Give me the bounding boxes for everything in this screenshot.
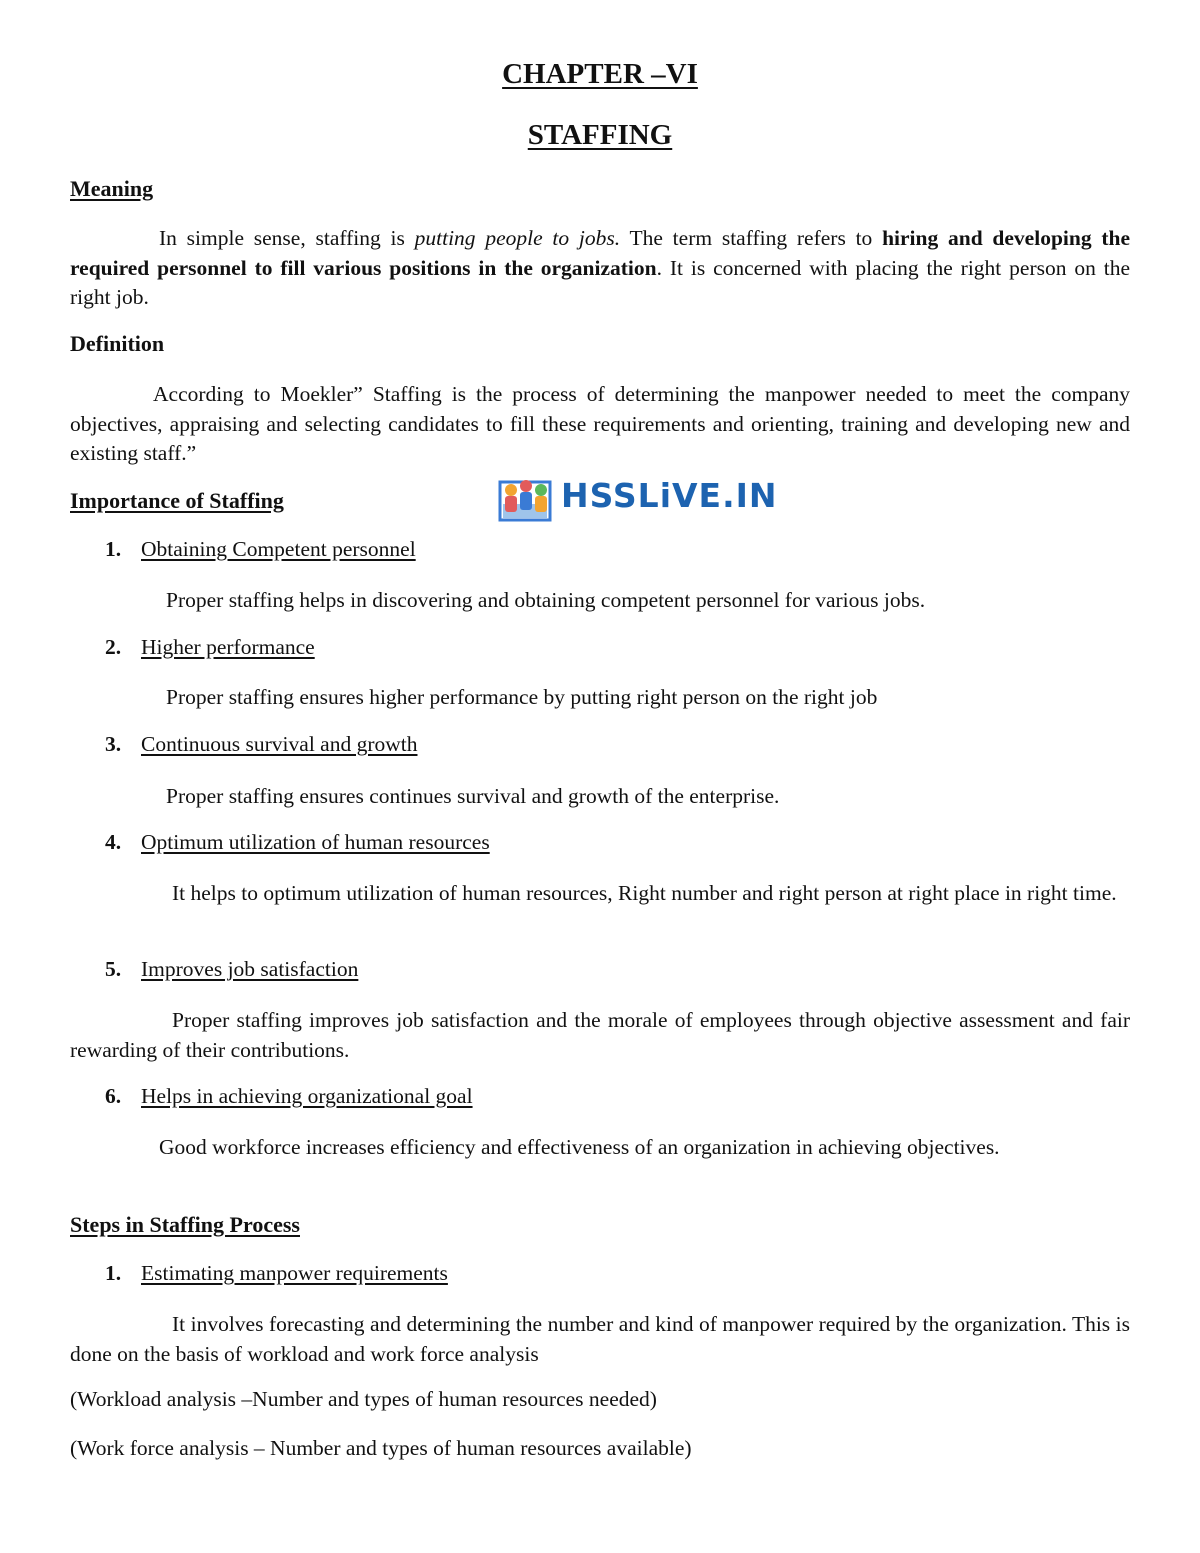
importance-item-title: 3. Continuous survival and growth <box>105 732 418 756</box>
importance-item-text: Proper staffing ensures continues survival and growth of the enterprise. <box>166 784 780 808</box>
meaning-text-3: . It is concerned with placing the right person on the right job. <box>70 255 1130 309</box>
steps-item-text: It involves forecasting and determining the number and kind of manpower required by the organization. This is done on the basis of workload and work force analysis <box>70 1312 1130 1366</box>
importance-item-text: Proper staffing helps in discovering and obtaining competent personnel for various jobs. <box>166 588 926 612</box>
meaning-text-2: The term staffing refers to <box>620 226 883 250</box>
importance-item-title: 1. Obtaining Competent personnel <box>105 537 416 561</box>
watermark-logo-text: HSSLiVE.IN <box>561 476 778 515</box>
importance-item-text: It helps to optimum utilization of human resources, Right number and right person at right place in right time. <box>172 881 1117 905</box>
importance-item-title: 6. Helps in achieving organizational goal <box>105 1084 473 1108</box>
hsslive-watermark-logo <box>497 474 778 524</box>
importance-heading: Importance of Staffing <box>70 488 284 513</box>
importance-item-text: Proper staffing improves job satisfaction and the morale of employees through objective assessment and fair rewarding of their contributions. <box>70 1008 1130 1062</box>
meaning-bold: hiring and developing the required personnel to fill various positions in the organization <box>70 226 1131 280</box>
importance-item-title: 2. Higher performance <box>105 635 315 659</box>
importance-item-text: Good workforce increases efficiency and effectiveness of an organization in achieving objectives. <box>159 1135 1000 1159</box>
chapter-title: CHAPTER –VI <box>502 58 698 90</box>
importance-item-title: 4. Optimum utilization of human resources <box>105 830 490 854</box>
workload-analysis-note: (Workload analysis –Number and types of human resources needed) <box>70 1387 657 1411</box>
steps-heading: Steps in Staffing Process <box>70 1212 300 1237</box>
importance-item-title: 5. Improves job satisfaction <box>105 957 359 981</box>
importance-item-text: Proper staffing ensures higher performance by putting right person on the right job <box>166 685 878 709</box>
meaning-paragraph <box>70 224 1130 313</box>
definition-paragraph: According to Moekler” Staffing is the process of determining the manpower needed to meet the company objectives, appraising and selecting candidates to fill these requirements and orienting, training and developing new and existing staff.” <box>70 382 1130 465</box>
steps-item-title: 1. Estimating manpower requirements <box>105 1261 448 1285</box>
definition-heading: Definition <box>70 331 165 356</box>
meaning-text-1: In simple sense, staffing is <box>159 226 415 250</box>
page-title: STAFFING <box>527 119 673 151</box>
children-group-logo-icon <box>497 474 555 524</box>
meaning-italic: putting people to jobs. <box>414 226 621 250</box>
workforce-analysis-note: (Work force analysis – Number and types of human resources available) <box>70 1436 692 1460</box>
meaning-heading: Meaning <box>70 176 154 201</box>
